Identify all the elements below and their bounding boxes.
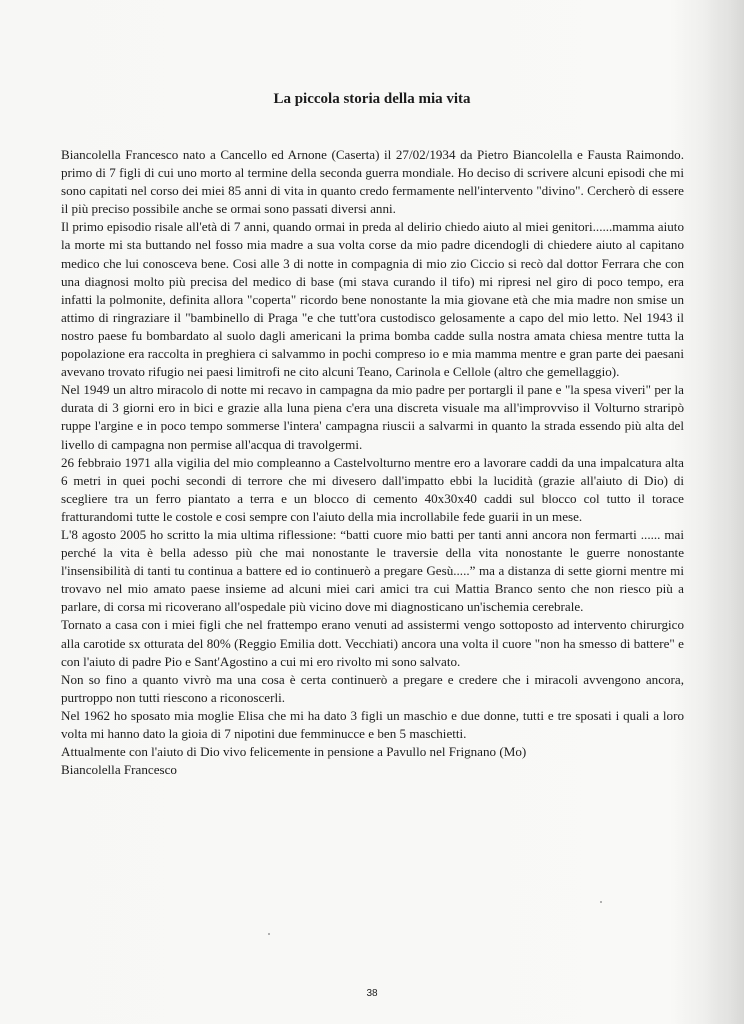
paragraph-first-episode: Il primo episodio risale all'età di 7 anni, quando ormai in preda al delirio chiedo aiuto al miei genitori......mamma aiuto la morte mi sta buttando nel fosso mia madre a sua volta corse da mio padre dicendogli di chiedere aiuto al capitano medico che lui conosceva bene. Cosi alle 3 di notte in compagnia di mio zio Ciccio si recò dal dottor Ferrara che con una diagnosi molto più precisa del medico di base (mi stava curando il tifo) mi ripresi nel giro di poco tempo, era infatti la polmonite, definita allora "coperta" ricordo bene nonostante la mia giovane età che mia madre non smise un attimo di ringraziare il "bambinello di Praga "e che tutt'ora custodisco gelosamente a capo del mio letto. Nel 1943 il nostro paese fu bombardato al suolo dagli americani la prima bomba cadde sulla nostra amata chiesa mentre tutta la popolazione era raccolta in preghiera ci salvammo in pochi compreso io e mia mamma mentre e gran parte dei paesani avevano trovato rifugio nei paesi limitrofi ne cito alcuni Teano, Carinola e Cellole (altro che gemellaggio).	[61, 219, 684, 380]
document-body	[61, 146, 684, 779]
page-number: 38	[366, 988, 378, 999]
page-edge-shadow	[706, 0, 744, 1024]
paragraph-1971: 26 febbraio 1971 alla vigilia del mio compleanno a Castelvolturno mentre ero a lavorare caddi da una impalcatura alta 6 metri in quei pochi secondi di terrore che mi divesero dall'impatto ebbi la lucidità (grazie all'aiuto di Dio) di scegliere tra un ferro piantato a terra e un blocco di cemento 40x30x40 caddi sul blocco col tutto il torace fratturandomi tutte le costole e cosi sempre con l'aiuto della mia incrollabile fede guarii in un mese.	[61, 454, 684, 524]
paragraph-2005: L'8 agosto 2005 ho scritto la mia ultima riflessione: “batti cuore mio batti per tanti anni ancora non fermarti ...... mai perché la vita è bella adesso più che mai nonostante le traversie della vita nonostante le guerre nonostante l'insensibilità di tanti tu continua a battere ed io continuerò a pregare Gesù.....” ma a distanza di sette giorni mentre mi trovavo nel mio amato paese insieme ad alcuni miei cari amici tra cui Mattia Branco sento che non riesco più a parlare, di corsa mi ricoverano all'ospedale più vicino dove mi diagnosticano un'ischemia cerebrale.	[61, 526, 684, 615]
scan-speck	[268, 933, 270, 935]
paragraph-miracles: Non so fino a quanto vivrò ma una cosa è certa continuerò a pregare e credere che i miracoli avvengono ancora, purtroppo non tutti riescono a riconoscerli.	[61, 671, 684, 705]
paragraph-intro: Biancolella Francesco nato a Cancello ed Arnone (Caserta) il 27/02/1934 da Pietro Biancolella e Fausta Raimondo. primo di 7 figli di cui uno morto al termine della seconda guerra mondiale. Ho deciso di scrivere alcuni episodi che mi sono capitati nel corso dei miei 85 anni di vita in quanto credo fermamente nell'intervento "divino". Cercherò di essere il più preciso possibile anche se ormai sono passati diversi anni.	[61, 147, 684, 217]
paragraph-retirement: Attualmente con l'aiuto di Dio vivo felicemente in pensione a Pavullo nel Frignano (Mo)	[61, 744, 527, 760]
paragraph-1949: Nel 1949 un altro miracolo di notte mi recavo in campagna da mio padre per portargli il pane e "la spesa viveri" per la durata di 3 giorni ero in bici e grazie alla luna piena c'era una discreta visuale ma all'improvviso il Volturno straripò ruppe l'argine e in poco tempo sommerse l'intera' campagna riuscii a salvarmi in quanto la strada essendo più alta del livello di campagna non permise all'acqua di travolgermi.	[61, 382, 684, 452]
signature: Biancolella Francesco	[61, 762, 177, 778]
paragraph-surgery: Tornato a casa con i miei figli che nel frattempo erano venuti ad assistermi vengo sottoposto ad intervento chirurgico alla carotide sx otturata del 80% (Reggio Emilia dott. Vecchiati) ancora una volta il cuore "non ha smesso di battere" e con l'aiuto di padre Pio e Sant'Agostino a cui mi ero rivolto mi sono salvato.	[61, 617, 684, 669]
paragraph-family: Nel 1962 ho sposato mia moglie Elisa che mi ha dato 3 figli un maschio e due donne, tutti e tre sposati i quali a loro volta mi hanno dato la gioia di 7 nipotini due femminucce e ben 5 maschietti.	[61, 707, 684, 741]
document-title: La piccola storia della mia vita	[273, 91, 471, 107]
scan-speck	[600, 901, 602, 903]
